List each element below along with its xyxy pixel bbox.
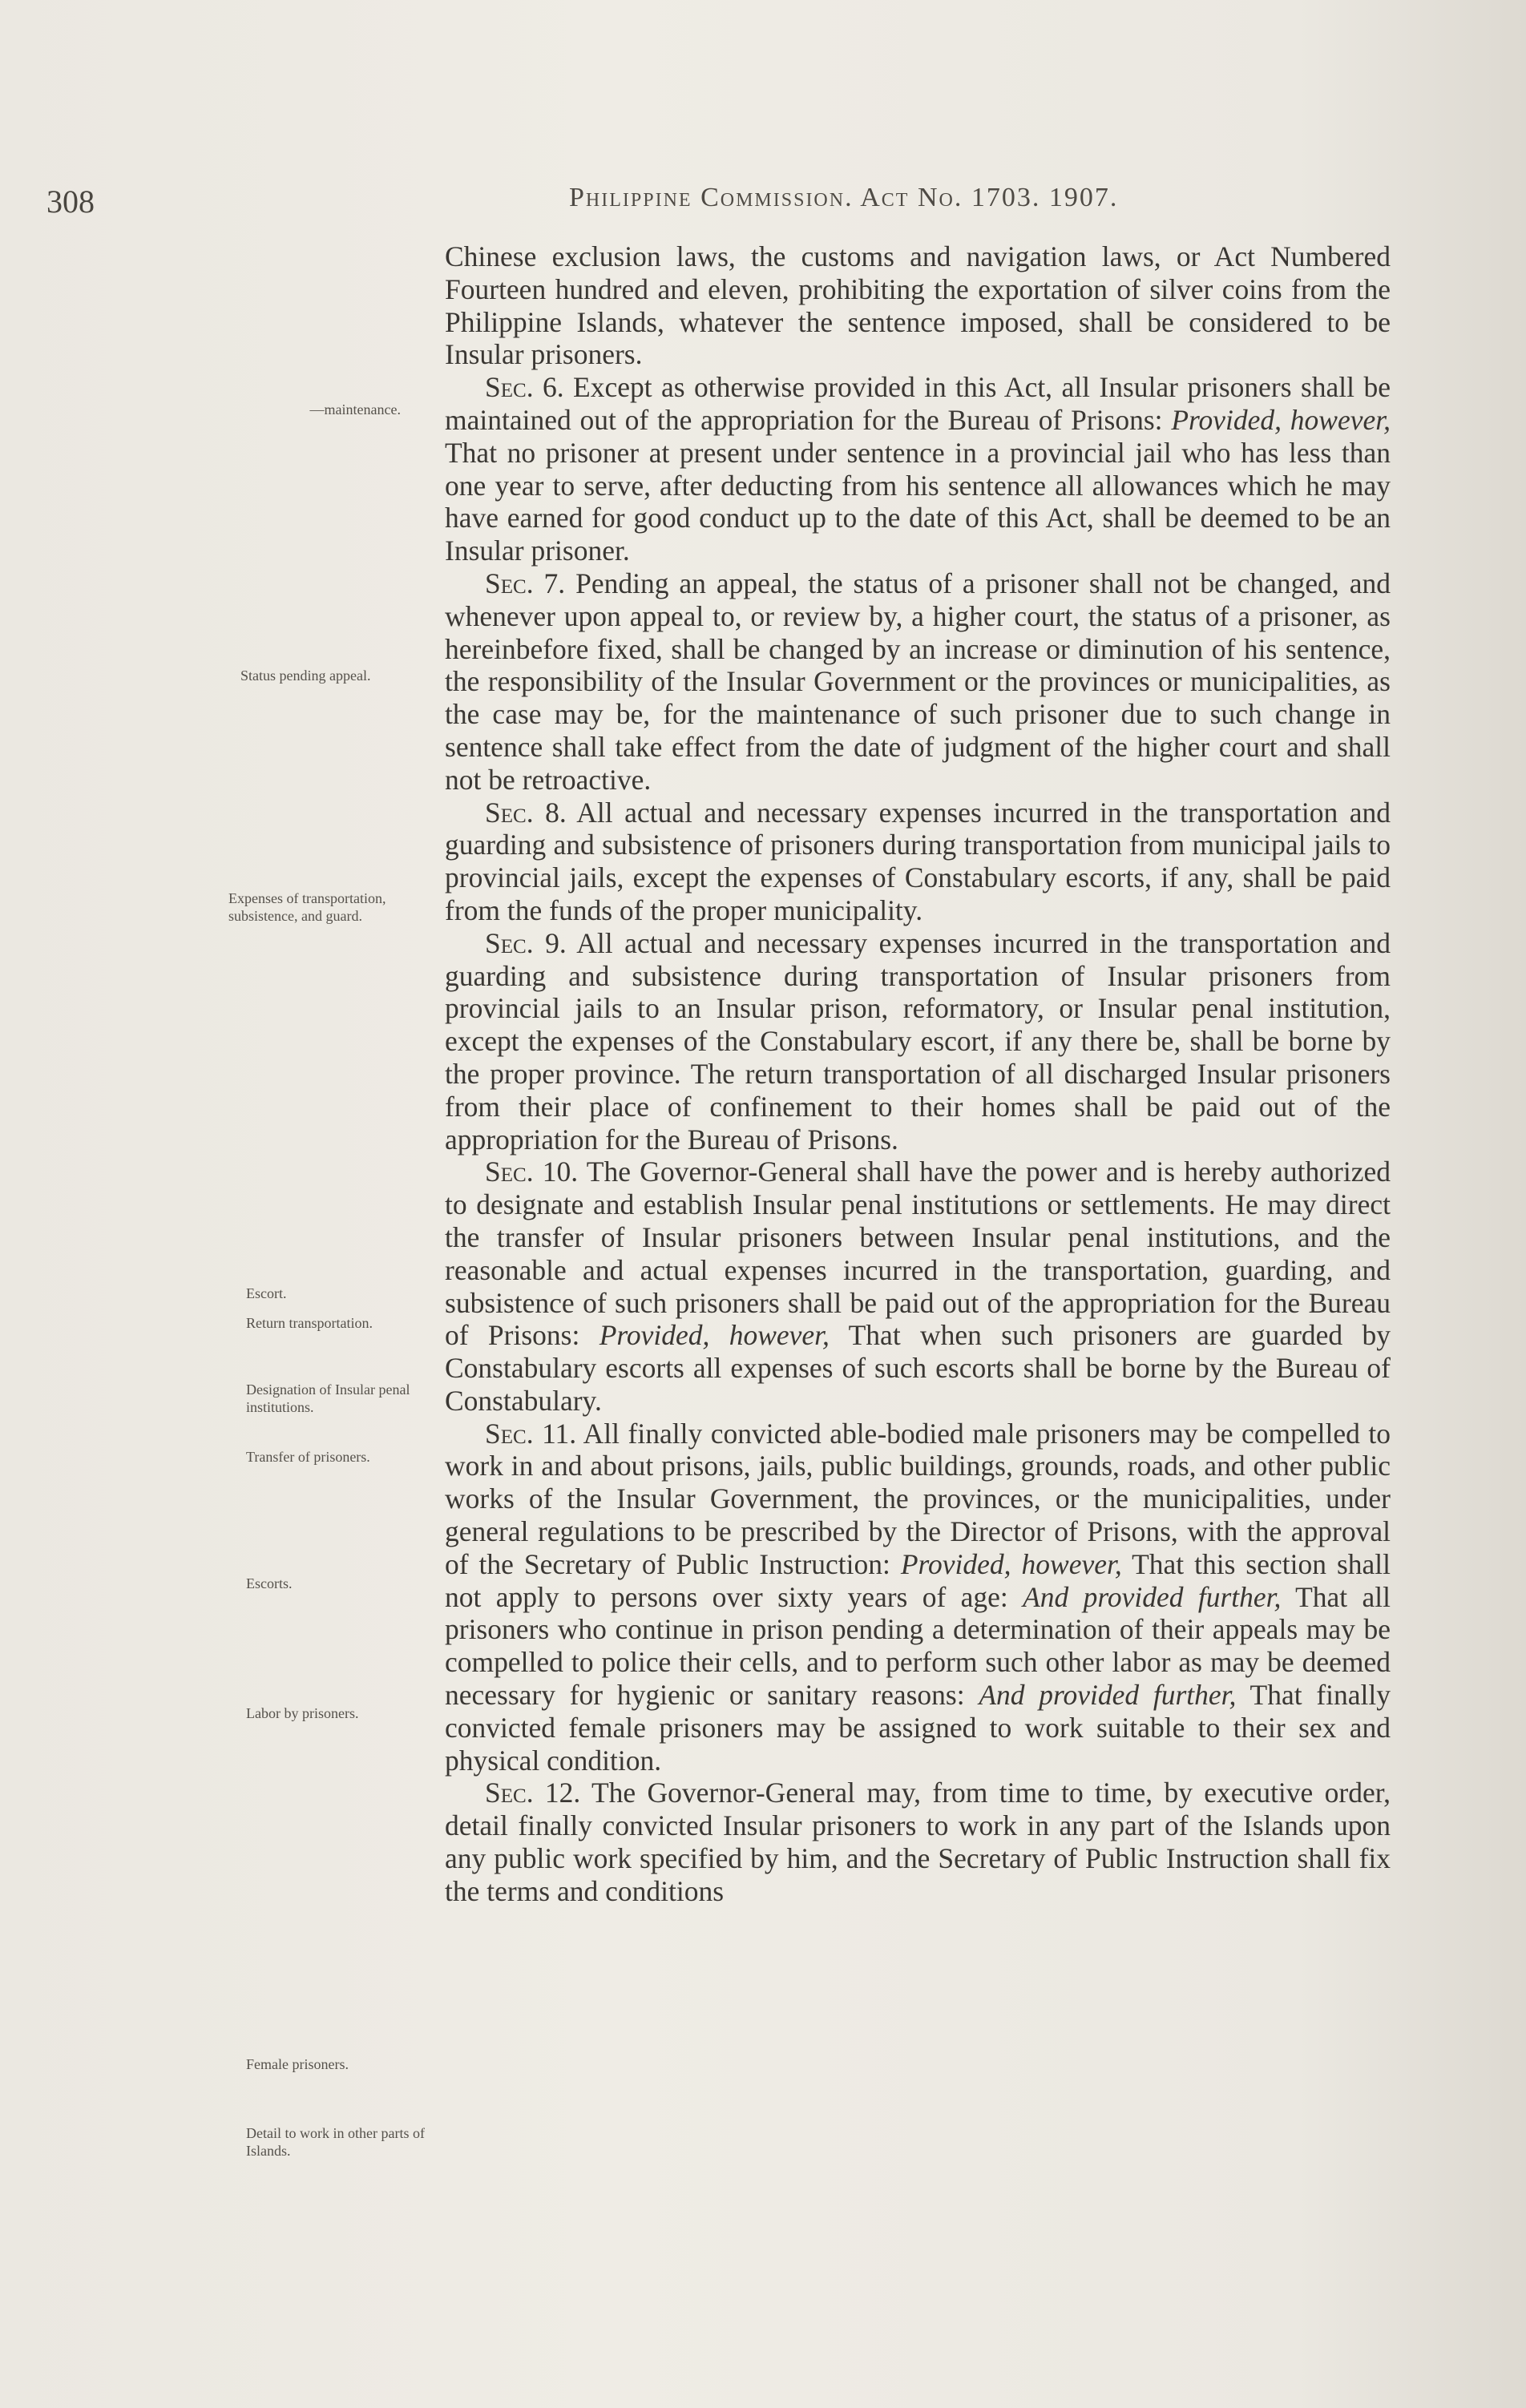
section-heading: Sec. 8. (485, 796, 567, 829)
margin-note-female: Female prisoners. (246, 2056, 349, 2072)
section-heading: Sec. 9. (485, 926, 567, 959)
margin-note-expenses: Expenses of transportation, subsistence, and guard. (228, 890, 386, 924)
section-6: Sec. 6. Except as otherwise provided in this Act, all Insular prisoners shall be maintained out of the appropriation for the Bureau of Prisons: Provided, however, That no prisoner at present under sentence in a provincial jail who has less than one year to serve, after deducting from his sentence all allowances which he may have earned for good conduct up to the date of this Act, shall be deemed to be an Insular prisoner. (445, 371, 1391, 567)
margin-note-escort: Escort. (246, 1285, 287, 1301)
section-7: Sec. 7. Pending an appeal, the status of a prisoner shall not be changed, and whenever upon appeal to, or review by, a higher court, the status of a prisoner, as hereinbefore fixed, shall be changed by an increase or diminution of his sentence, the responsibility of the Insular Government or the provinces or municipalities, as the case may be, for the maintenance of such prisoner due to such change in sentence shall take effect from the date of judgment of the higher court and shall not be retroactive. (445, 567, 1391, 796)
margin-note-labor: Labor by prisoners. (246, 1705, 359, 1721)
section-heading: Sec. 12. (485, 1777, 581, 1809)
page-number: 308 (46, 184, 95, 220)
section-9: Sec. 9. All actual and necessary expenses incurred in the transportation and guarding and subsistence during transportation of Insular prisoners from provincial jails to an Insular prison, reformatory, or Insular penal institution, except the expenses of the Constabulary escort, if any there be, shall be borne by the proper province. The return transportation of all discharged Insular prisoners from their place of confinement to their homes shall be paid out of the appropriation for the Bureau of Prisons. (445, 926, 1391, 1156)
section-heading: Sec. 7. (485, 567, 566, 599)
section-12: Sec. 12. The Governor-General may, from time to time, by executive order, detail finally convicted Insular prisoners to work in any part of the Islands upon any public work specified by him, and the Secretary of Public Instruction shall fix the terms and conditions (445, 1777, 1391, 1907)
section-heading: Sec. 11. (485, 1417, 577, 1450)
margin-note-designation: Designation of Insular penal institutions. (246, 1381, 410, 1415)
margin-note-return-transportation: Return transportation. (246, 1315, 373, 1331)
margin-note-escorts: Escorts. (246, 1575, 293, 1591)
section-11: Sec. 11. All finally convicted able-bodied male prisoners may be compelled to work in and about prisons, jails, public buildings, grounds, roads, and other public works of the Insular Government, the provinces, or the municipalities, under general regulations to be prescribed by the Director of Prisons, with the approval of the Secretary of Public Instruction: Provided, however, That this section shall not apply to persons over sixty years of age: And provided further, That all prisoners who continue in prison pending a determination of their appeals may be compelled to police their cells, and to perform such other labor as may be deemed necessary for hygienic or sanitary reasons: And provided further, That finally convicted female prisoners may be assigned to work suitable to their sex and physical condition. (445, 1417, 1391, 1777)
paragraph-continuation: Chinese exclusion laws, the customs and navigation laws, or Act Numbered Fourteen hundred and eleven, prohibiting the exportation of silver coins from the Philippine Islands, whatever the sentence imposed, shall be considered to be Insular prisoners. (445, 240, 1391, 371)
margin-note-transfer: Transfer of prisoners. (246, 1449, 370, 1465)
margin-note-maintenance: —maintenance. (309, 401, 401, 417)
margin-note-status-pending-appeal: Status pending appeal. (240, 668, 371, 684)
section-heading: Sec. 10. (485, 1156, 579, 1188)
section-heading: Sec. 6. (485, 371, 564, 404)
section-8: Sec. 8. All actual and necessary expenses incurred in the transportation and guarding and subsistence of prisoners during transportation from municipal jails to provincial jails, except the expenses of Constabulary escorts, if any, shall be paid from the funds of the proper municipality. (445, 796, 1391, 926)
main-text (445, 240, 1391, 1908)
running-head: Philippine Commission. Act No. 1703. 1907. (569, 183, 1119, 212)
section-10: Sec. 10. The Governor-General shall have the power and is hereby authorized to designate and establish Insular penal institutions or settlements. He may direct the transfer of Insular prisoners between Insular penal institutions, and the reasonable and actual expenses incurred in the transportation, guarding, and subsistence of such prisoners shall be paid out of the appropriation for the Bureau of Prisons: Provided, however, That when such prisoners are guarded by Constabulary escorts all expenses of such escorts shall be borne by the Bureau of Constabulary. (445, 1156, 1391, 1417)
margin-note-detail: Detail to work in other parts of Islands. (246, 2125, 425, 2159)
